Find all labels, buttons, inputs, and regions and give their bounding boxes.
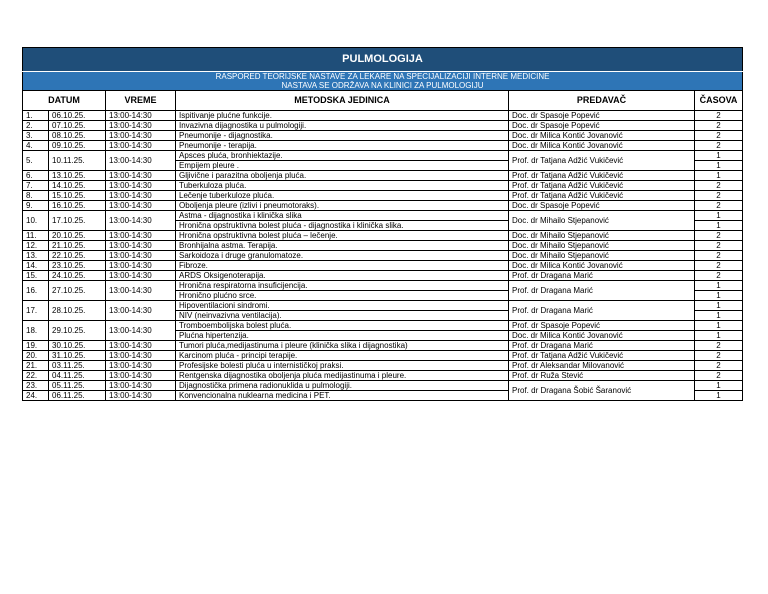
row-hours: 1	[695, 291, 743, 301]
header-datum: DATUM	[23, 91, 106, 111]
row-date: 14.10.25.	[49, 181, 106, 191]
table-row	[23, 191, 743, 201]
row-topic: Dijagnostička primena radionuklida u pulmologiji.	[176, 381, 509, 391]
row-number: 4.	[23, 141, 49, 151]
row-time: 13:00-14:30	[106, 351, 176, 361]
table-row	[23, 261, 743, 271]
table-row	[23, 371, 743, 381]
row-topic: Karcinom pluća - principi terapije.	[176, 351, 509, 361]
row-lecturer: Doc. dr Mihailo Stjepanović	[509, 251, 695, 261]
row-lecturer: Prof. dr Tatjana Adžić Vukičević	[509, 171, 695, 181]
row-topic: Invazivna dijagnostika u pulmologiji.	[176, 121, 509, 131]
schedule-body	[23, 111, 743, 401]
table-row	[23, 121, 743, 131]
row-date: 06.10.25.	[49, 111, 106, 121]
row-number: 15.	[23, 271, 49, 281]
row-topic: Gljivične i parazitna oboljenja pluća.	[176, 171, 509, 181]
row-lecturer: Doc. dr Milica Kontić Jovanović	[509, 261, 695, 271]
header-predavac: PREDAVAČ	[509, 91, 695, 111]
row-lecturer: Doc. dr Spasoje Popević	[509, 201, 695, 211]
row-number: 20.	[23, 351, 49, 361]
header-casova: ČASOVA	[695, 91, 743, 111]
row-lecturer: Doc. dr Mihailo Stjepanović	[509, 231, 695, 241]
table-row	[23, 131, 743, 141]
row-lecturer: Prof. dr Tatjana Adžić Vukičević	[509, 191, 695, 201]
row-topic: Tuberkuloza pluća.	[176, 181, 509, 191]
row-number: 11.	[23, 231, 49, 241]
row-hours: 1	[695, 151, 743, 161]
row-hours: 2	[695, 131, 743, 141]
row-date: 29.10.25.	[49, 321, 106, 341]
row-hours: 2	[695, 251, 743, 261]
row-number: 9.	[23, 201, 49, 211]
row-hours: 2	[695, 121, 743, 131]
row-hours: 1	[695, 331, 743, 341]
row-topic: Tromboembolijska bolest pluća.	[176, 321, 509, 331]
row-topic: Lečenje tuberkuloze pluća.	[176, 191, 509, 201]
row-date: 10.11.25.	[49, 151, 106, 171]
row-lecturer: Prof. dr Tatjana Adžić Vukičević	[509, 351, 695, 361]
row-time: 13:00-14:30	[106, 201, 176, 211]
row-number: 24.	[23, 391, 49, 401]
row-topic: Empijem pleure .	[176, 161, 509, 171]
row-lecturer: Prof. dr Dragana Marić	[509, 341, 695, 351]
row-date: 27.10.25.	[49, 281, 106, 301]
row-date: 08.10.25.	[49, 131, 106, 141]
row-time: 13:00-14:30	[106, 171, 176, 181]
row-number: 2.	[23, 121, 49, 131]
row-number: 23.	[23, 381, 49, 391]
row-number: 22.	[23, 371, 49, 381]
schedule-table	[22, 47, 743, 401]
row-number: 5.	[23, 151, 49, 171]
row-hours: 1	[695, 301, 743, 311]
row-number: 21.	[23, 361, 49, 371]
row-hours: 2	[695, 261, 743, 271]
row-topic: Konvencionalna nuklearna medicina i PET.	[176, 391, 509, 401]
row-lecturer: Doc. dr Spasoje Popević	[509, 111, 695, 121]
row-topic: Hronična opstruktivna bolest pluća – lečenje.	[176, 231, 509, 241]
row-topic: Hronična opstruktivna bolest pluća - dijagnostika i klinička slika.	[176, 221, 509, 231]
row-topic: Pneumonije - terapija.	[176, 141, 509, 151]
row-time: 13:00-14:30	[106, 181, 176, 191]
row-hours: 1	[695, 221, 743, 231]
row-time: 13:00-14:30	[106, 391, 176, 401]
table-row	[23, 381, 743, 391]
row-hours: 1	[695, 211, 743, 221]
row-topic: Pneumonije - dijagnostika.	[176, 131, 509, 141]
table-row	[23, 141, 743, 151]
row-lecturer: Prof. dr Tatjana Adžić Vukičević	[509, 151, 695, 171]
row-hours: 2	[695, 141, 743, 151]
row-number: 14.	[23, 261, 49, 271]
row-date: 23.10.25.	[49, 261, 106, 271]
row-lecturer: Doc. dr Mihailo Stjepanović	[509, 211, 695, 231]
row-lecturer: Prof. dr Tatjana Adžić Vukičević	[509, 181, 695, 191]
row-lecturer: Prof. dr Aleksandar Milovanović	[509, 361, 695, 371]
row-topic: Apsces pluća, bronhiektazije.	[176, 151, 509, 161]
row-time: 13:00-14:30	[106, 241, 176, 251]
row-lecturer: Doc. dr Milica Kontić Jovanović	[509, 331, 695, 341]
row-time: 13:00-14:30	[106, 251, 176, 261]
row-topic: Sarkoidoza i druge granulomatoze.	[176, 251, 509, 261]
row-time: 13:00-14:30	[106, 111, 176, 121]
table-row	[23, 111, 743, 121]
row-lecturer: Doc. dr Mihailo Stjepanović	[509, 241, 695, 251]
row-number: 17.	[23, 301, 49, 321]
row-date: 20.10.25.	[49, 231, 106, 241]
row-date: 16.10.25.	[49, 201, 106, 211]
table-row	[23, 181, 743, 191]
row-hours: 2	[695, 111, 743, 121]
row-time: 13:00-14:30	[106, 131, 176, 141]
table-row	[23, 351, 743, 361]
row-lecturer: Prof. dr Dragana Šobić Šaranović	[509, 381, 695, 401]
row-hours: 2	[695, 341, 743, 351]
row-number: 3.	[23, 131, 49, 141]
row-time: 13:00-14:30	[106, 151, 176, 171]
row-topic: Fibroze.	[176, 261, 509, 271]
row-lecturer: Prof. dr Spasoje Popević	[509, 321, 695, 331]
row-number: 8.	[23, 191, 49, 201]
row-hours: 2	[695, 181, 743, 191]
schedule-sheet	[22, 47, 742, 401]
row-time: 13:00-14:30	[106, 361, 176, 371]
row-date: 13.10.25.	[49, 171, 106, 181]
row-lecturer: Doc. dr Spasoje Popević	[509, 121, 695, 131]
row-date: 24.10.25.	[49, 271, 106, 281]
row-date: 17.10.25.	[49, 211, 106, 231]
row-time: 13:00-14:30	[106, 231, 176, 241]
table-row	[23, 241, 743, 251]
row-date: 28.10.25.	[49, 301, 106, 321]
row-date: 15.10.25.	[49, 191, 106, 201]
row-topic: Plućna hipertenzija.	[176, 331, 509, 341]
row-hours: 2	[695, 241, 743, 251]
row-number: 13.	[23, 251, 49, 261]
row-number: 10.	[23, 211, 49, 231]
row-time: 13:00-14:30	[106, 191, 176, 201]
row-hours: 1	[695, 381, 743, 391]
row-time: 13:00-14:30	[106, 371, 176, 381]
page-title: PULMOLOGIJA	[23, 48, 743, 72]
table-row	[23, 361, 743, 371]
row-lecturer: Prof. dr Dragana Marić	[509, 281, 695, 301]
row-number: 7.	[23, 181, 49, 191]
row-hours: 2	[695, 361, 743, 371]
row-time: 13:00-14:30	[106, 341, 176, 351]
table-row	[23, 301, 743, 311]
row-date: 03.11.25.	[49, 361, 106, 371]
row-lecturer: Prof. dr Ruža Stević	[509, 371, 695, 381]
row-time: 13:00-14:30	[106, 211, 176, 231]
row-hours: 1	[695, 171, 743, 181]
row-topic: Hipoventilacioni sindromi.	[176, 301, 509, 311]
row-time: 13:00-14:30	[106, 301, 176, 321]
row-hours: 2	[695, 371, 743, 381]
row-date: 09.10.25.	[49, 141, 106, 151]
row-topic: ARDS Oksigenoterapija.	[176, 271, 509, 281]
row-date: 30.10.25.	[49, 341, 106, 351]
table-row	[23, 341, 743, 351]
row-topic: Profesijske bolesti pluća u internističkoj praksi.	[176, 361, 509, 371]
header-metodska-jedinica: METODSKA JEDINICA	[176, 91, 509, 111]
table-row	[23, 231, 743, 241]
row-hours: 2	[695, 231, 743, 241]
subtitle-line-2: NASTAVA SE ODRŽAVA NA KLINICI ZA PULMOLOGIJU	[23, 81, 743, 91]
row-topic: Astma - dijagnostika i klinička slika	[176, 211, 509, 221]
row-hours: 2	[695, 201, 743, 211]
subtitle-line-1: RASPORED TEORIJSKE NASTAVE ZA LEKARE NA SPECIJALIZACIJI INTERNE MEDICINE	[23, 72, 743, 82]
row-date: 22.10.25.	[49, 251, 106, 261]
row-number: 19.	[23, 341, 49, 351]
table-row	[23, 271, 743, 281]
row-time: 13:00-14:30	[106, 321, 176, 341]
table-row	[23, 201, 743, 211]
row-topic: NIV (neinvazivna ventilacija).	[176, 311, 509, 321]
row-hours: 1	[695, 161, 743, 171]
row-topic: Bronhijalna astma. Terapija.	[176, 241, 509, 251]
row-lecturer: Prof. dr Dragana Marić	[509, 301, 695, 321]
row-topic: Oboljenja pleure (izlivi i pneumotoraks).	[176, 201, 509, 211]
row-date: 21.10.25.	[49, 241, 106, 251]
row-time: 13:00-14:30	[106, 121, 176, 131]
table-row	[23, 171, 743, 181]
row-number: 16.	[23, 281, 49, 301]
row-time: 13:00-14:30	[106, 281, 176, 301]
row-number: 6.	[23, 171, 49, 181]
row-number: 1.	[23, 111, 49, 121]
row-lecturer: Doc. dr Milica Kontić Jovanović	[509, 131, 695, 141]
table-row	[23, 151, 743, 161]
row-date: 07.10.25.	[49, 121, 106, 131]
row-time: 13:00-14:30	[106, 271, 176, 281]
row-time: 13:00-14:30	[106, 141, 176, 151]
row-number: 12.	[23, 241, 49, 251]
row-topic: Tumori pluća,medijastinuma i pleure (klinička slika i dijagnostika)	[176, 341, 509, 351]
table-row	[23, 281, 743, 291]
row-date: 06.11.25.	[49, 391, 106, 401]
row-date: 04.11.25.	[49, 371, 106, 381]
row-hours: 1	[695, 311, 743, 321]
row-hours: 1	[695, 321, 743, 331]
row-topic: Hronično plućno srce.	[176, 291, 509, 301]
table-row	[23, 321, 743, 331]
row-hours: 1	[695, 391, 743, 401]
header-vreme: VREME	[106, 91, 176, 111]
table-row	[23, 251, 743, 261]
row-date: 31.10.25.	[49, 351, 106, 361]
row-time: 13:00-14:30	[106, 261, 176, 271]
row-topic: Hronična respiratorna insuficijencija.	[176, 281, 509, 291]
row-hours: 2	[695, 191, 743, 201]
row-hours: 2	[695, 271, 743, 281]
row-topic: Rentgenska dijagnostika oboljenja pluća medijastinuma i pleure.	[176, 371, 509, 381]
row-time: 13:00-14:30	[106, 381, 176, 391]
row-hours: 2	[695, 351, 743, 361]
row-lecturer: Doc. dr Milica Kontić Jovanović	[509, 141, 695, 151]
row-lecturer: Prof. dr Dragana Marić	[509, 271, 695, 281]
row-topic: Ispitivanje plućne funkcije.	[176, 111, 509, 121]
row-date: 05.11.25.	[49, 381, 106, 391]
table-row	[23, 211, 743, 221]
row-number: 18.	[23, 321, 49, 341]
row-hours: 1	[695, 281, 743, 291]
